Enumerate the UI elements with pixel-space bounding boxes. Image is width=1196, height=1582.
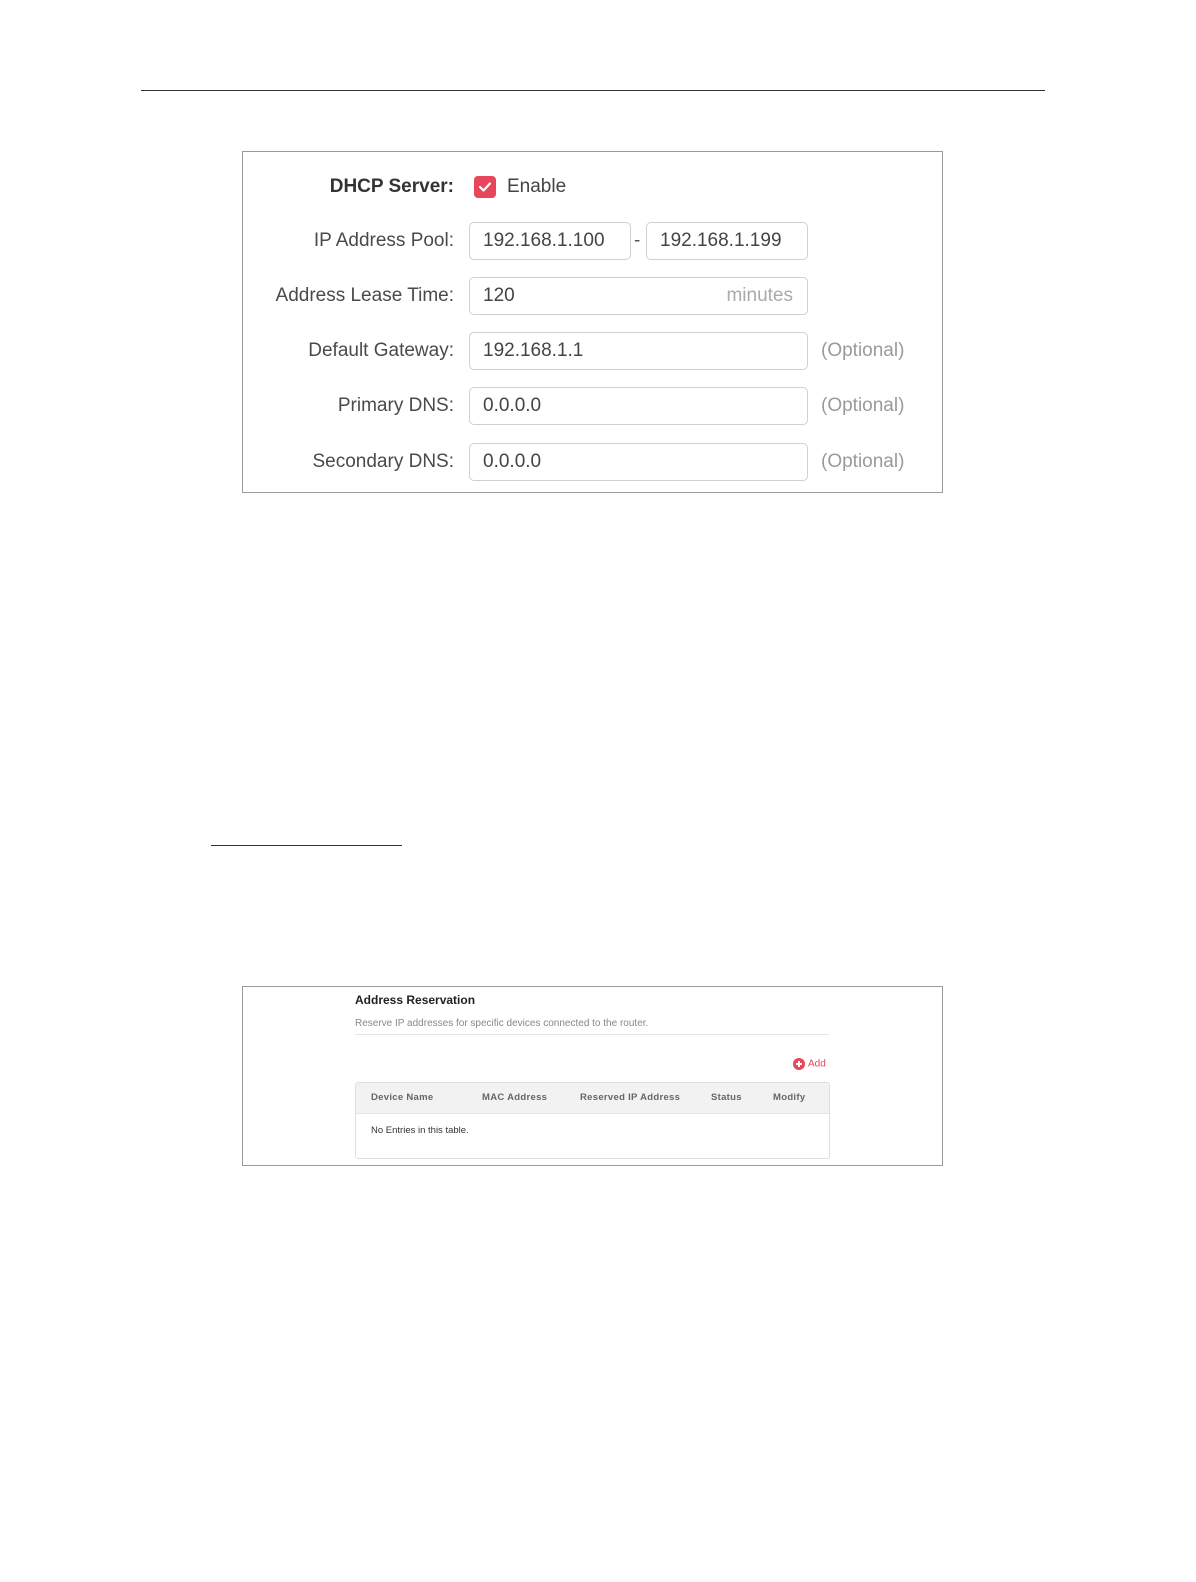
lease-time-unit: minutes [726, 285, 793, 306]
primary-dns-row [243, 386, 942, 426]
dhcp-settings-panel [242, 151, 943, 493]
column-reserved-ip[interactable]: Reserved IP Address [580, 1092, 681, 1103]
ip-pool-label: IP Address Pool: [313, 230, 454, 251]
dhcp-server-label: DHCP Server: [329, 176, 454, 197]
default-gateway-row [243, 331, 942, 371]
add-reservation-label: Add [808, 1058, 826, 1070]
default-gateway-input[interactable]: 192.168.1.1 [469, 332, 808, 370]
default-gateway-optional: (Optional) [821, 340, 905, 361]
address-reservation-panel [242, 986, 943, 1166]
lease-time-input[interactable] [469, 277, 808, 315]
lease-time-label: Address Lease Time: [275, 285, 454, 306]
checkmark-icon [478, 181, 492, 193]
reservation-title: Address Reservation [355, 993, 476, 1007]
reservation-table [355, 1082, 830, 1159]
add-circle-icon [793, 1058, 805, 1070]
reservation-table-header [356, 1083, 829, 1114]
secondary-dns-label: Secondary DNS: [312, 451, 454, 472]
ip-pool-separator: - [634, 230, 641, 251]
add-reservation-button[interactable] [793, 1058, 826, 1072]
reservation-subtitle: Reserve IP addresses for specific devices connected to the router. [355, 1018, 649, 1029]
page-top-rule [141, 90, 1045, 91]
default-gateway-label: Default Gateway: [308, 340, 454, 361]
dhcp-server-row [243, 167, 942, 207]
reservation-divider [355, 1034, 829, 1035]
ip-pool-start-input[interactable]: 192.168.1.100 [469, 222, 631, 260]
secondary-dns-row [243, 442, 942, 482]
column-mac-address[interactable]: MAC Address [482, 1092, 548, 1103]
dhcp-enable-label[interactable]: Enable [507, 176, 567, 197]
primary-dns-optional: (Optional) [821, 395, 905, 416]
section-rule [211, 845, 402, 846]
table-empty-message: No Entries in this table. [371, 1125, 469, 1136]
lease-time-row [243, 276, 942, 316]
dhcp-enable-checkbox[interactable] [474, 176, 496, 198]
column-device-name[interactable]: Device Name [371, 1092, 434, 1103]
column-modify[interactable]: Modify [773, 1092, 806, 1103]
column-status[interactable]: Status [711, 1092, 742, 1103]
secondary-dns-input[interactable]: 0.0.0.0 [469, 443, 808, 481]
secondary-dns-optional: (Optional) [821, 451, 905, 472]
primary-dns-label: Primary DNS: [337, 395, 454, 416]
ip-pool-row [243, 221, 942, 261]
primary-dns-input[interactable]: 0.0.0.0 [469, 387, 808, 425]
lease-time-value: 120 [483, 285, 515, 306]
ip-pool-end-input[interactable]: 192.168.1.199 [646, 222, 808, 260]
